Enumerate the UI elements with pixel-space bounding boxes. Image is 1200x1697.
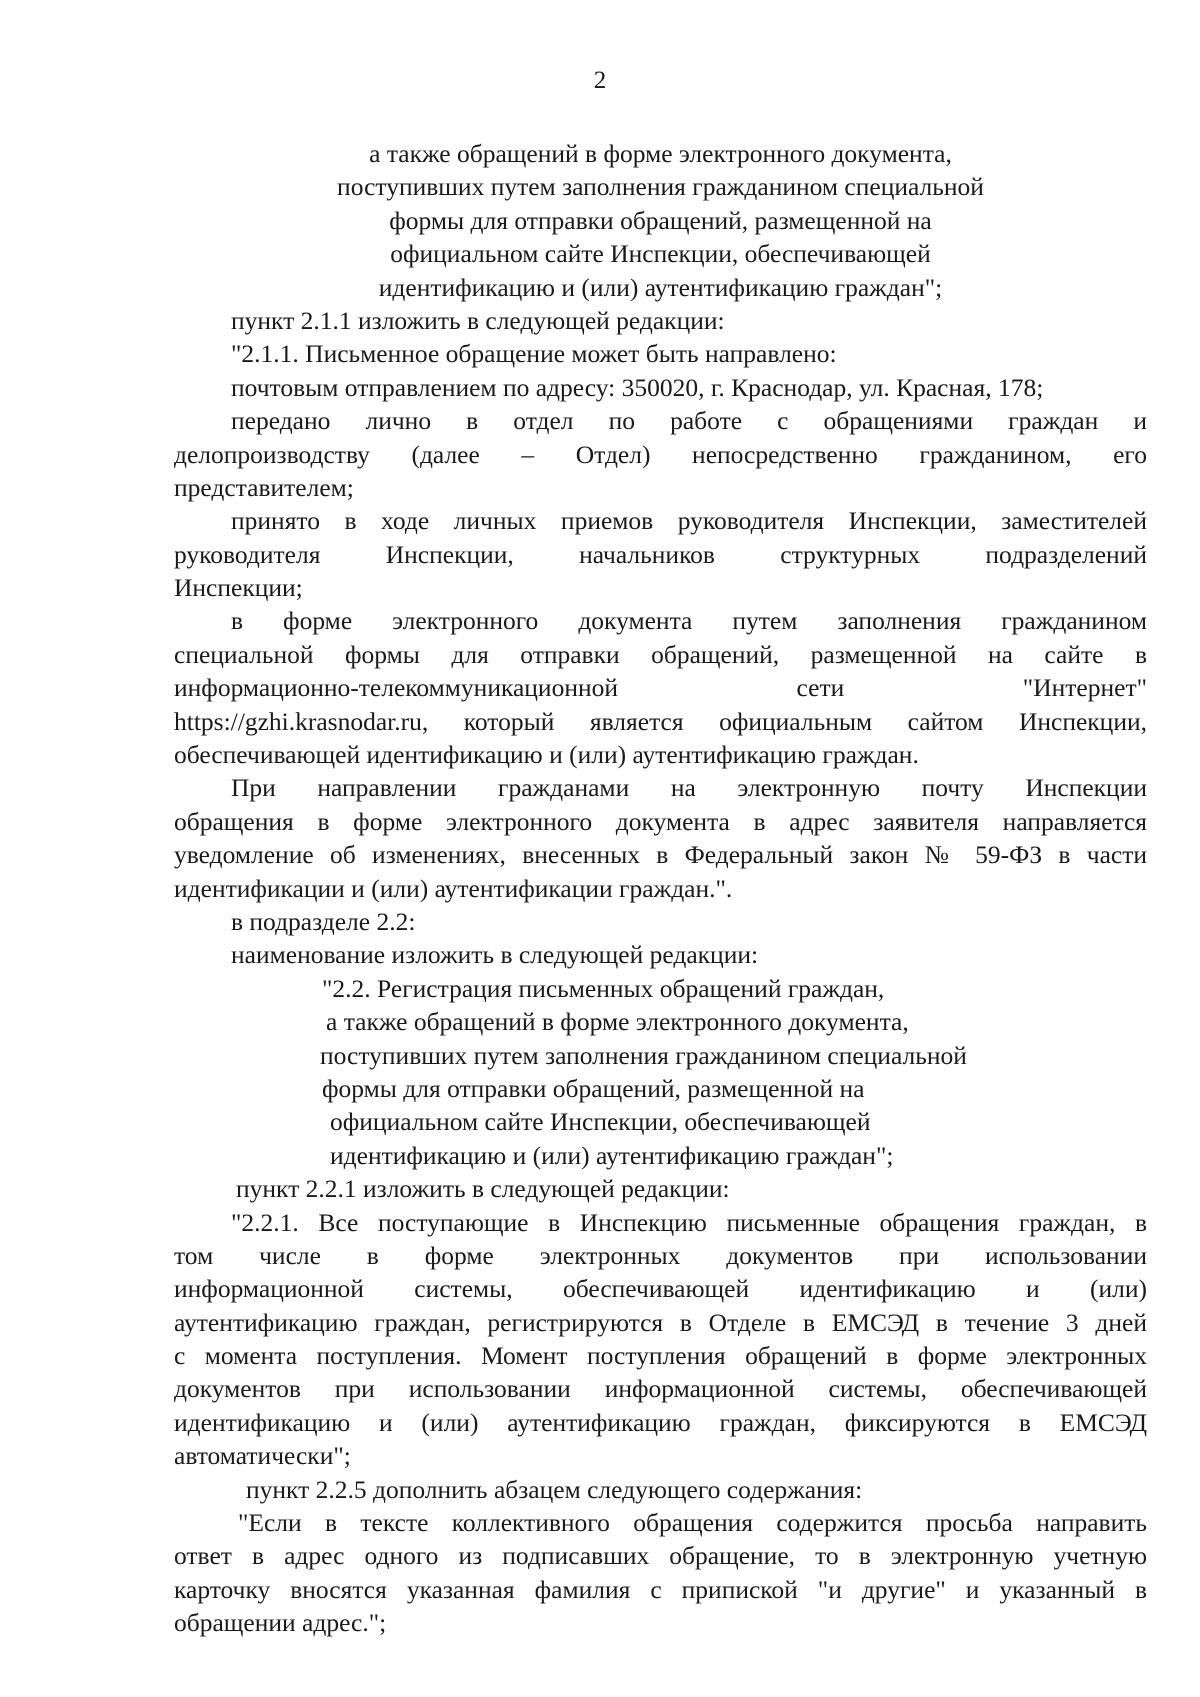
text-line: поступивших путем заполнения гражданином специальной <box>337 172 984 202</box>
page-number: 2 <box>593 67 607 94</box>
text-line: "Если в тексте коллективного обращения содержится просьба направить <box>238 1508 1147 1538</box>
text-line: официальном сайте Инспекции, обеспечивающей <box>330 1107 871 1137</box>
text-line: а также обращений в форме электронного документа, <box>369 139 952 168</box>
text-line: документов при использовании информационной системы, обеспечивающей <box>174 1374 1147 1404</box>
text-line: https://gzhi.krasnodar.ru, который является официальным сайтом Инспекции, <box>174 706 1147 736</box>
text-line: пункт 2.2.1 изложить в следующей редакции: <box>236 1174 730 1204</box>
text-line: почтовым отправлением по адресу: 350020, г. Краснодар, ул. Красная, 178; <box>231 372 1044 402</box>
text-line: делопроизводству (далее – Отдел) непосредственно гражданином, его <box>174 439 1147 469</box>
text-line: обращении адрес."; <box>174 1608 387 1638</box>
text-line: информационно-телекоммуникационной сети "Интернет" <box>174 673 1147 703</box>
text-line: идентификацию и (или) аутентификацию граждан, фиксируются в ЕМСЭД <box>174 1407 1147 1437</box>
text-line: обращения в форме электронного документа в адрес заявителя направляется <box>174 806 1147 836</box>
text-line: При направлении гражданами на электронную почту Инспекции <box>231 773 1147 803</box>
document-body <box>174 137 1147 1640</box>
text-line: обеспечивающей идентификацию и (или) аутентификацию граждан. <box>174 740 919 770</box>
text-line: в форме электронного документа путем заполнения гражданином <box>231 606 1147 636</box>
text-line: формы для отправки обращений, размещенной на <box>389 205 932 235</box>
text-line: представителем; <box>174 472 354 502</box>
text-line: аутентификацию граждан, регистрируются в Отделе в ЕМСЭД в течение 3 дней <box>174 1307 1147 1337</box>
text-line: а также обращений в форме электронного документа, <box>326 1007 909 1037</box>
text-line: информационной системы, обеспечивающей идентификацию и (или) <box>174 1274 1147 1304</box>
text-line: формы для отправки обращений, размещенной на <box>322 1073 865 1103</box>
text-line: руководителя Инспекции, начальников структурных подразделений <box>174 539 1147 569</box>
text-line: уведомление об изменениях, внесенных в Федеральный закон № 59-ФЗ в части <box>174 840 1147 870</box>
text-line: принято в ходе личных приемов руководителя Инспекции, заместителей <box>231 506 1147 536</box>
text-line: с момента поступления. Момент поступления обращений в форме электронных <box>174 1341 1147 1371</box>
text-line: поступивших путем заполнения гражданином специальной <box>320 1040 967 1070</box>
text-line: "2.1.1. Письменное обращение может быть направлено: <box>231 339 837 369</box>
text-line: "2.2.1. Все поступающие в Инспекцию письменные обращения граждан, в <box>231 1207 1147 1237</box>
text-line: пункт 2.1.1 изложить в следующей редакции: <box>231 305 725 335</box>
text-line: пункт 2.2.5 дополнить абзацем следующего содержания: <box>246 1474 863 1504</box>
text-line: передано лично в отдел по работе с обращениями граждан и <box>231 406 1147 436</box>
text-line: автоматически"; <box>174 1441 351 1471</box>
text-line: наименование изложить в следующей редакции: <box>231 940 759 970</box>
text-line: идентификацию и (или) аутентификацию граждан"; <box>378 272 943 302</box>
text-line: идентификацию и (или) аутентификацию граждан"; <box>330 1140 894 1170</box>
text-line: специальной формы для отправки обращений, размещенной на сайте в <box>174 639 1147 669</box>
text-line: карточку вносятся указанная фамилия с припиской "и другие" и указанный в <box>174 1574 1147 1604</box>
text-line: в подразделе 2.2: <box>231 906 416 936</box>
text-line: идентификации и (или) аутентификации граждан.". <box>174 873 733 903</box>
text-line: том числе в форме электронных документов при использовании <box>174 1240 1147 1270</box>
text-line: официальном сайте Инспекции, обеспечивающей <box>390 239 931 269</box>
text-line: ответ в адрес одного из подписавших обращение, то в электронную учетную <box>174 1541 1147 1571</box>
text-line: "2.2. Регистрация письменных обращений граждан, <box>322 973 885 1003</box>
text-line: Инспекции; <box>174 573 303 603</box>
